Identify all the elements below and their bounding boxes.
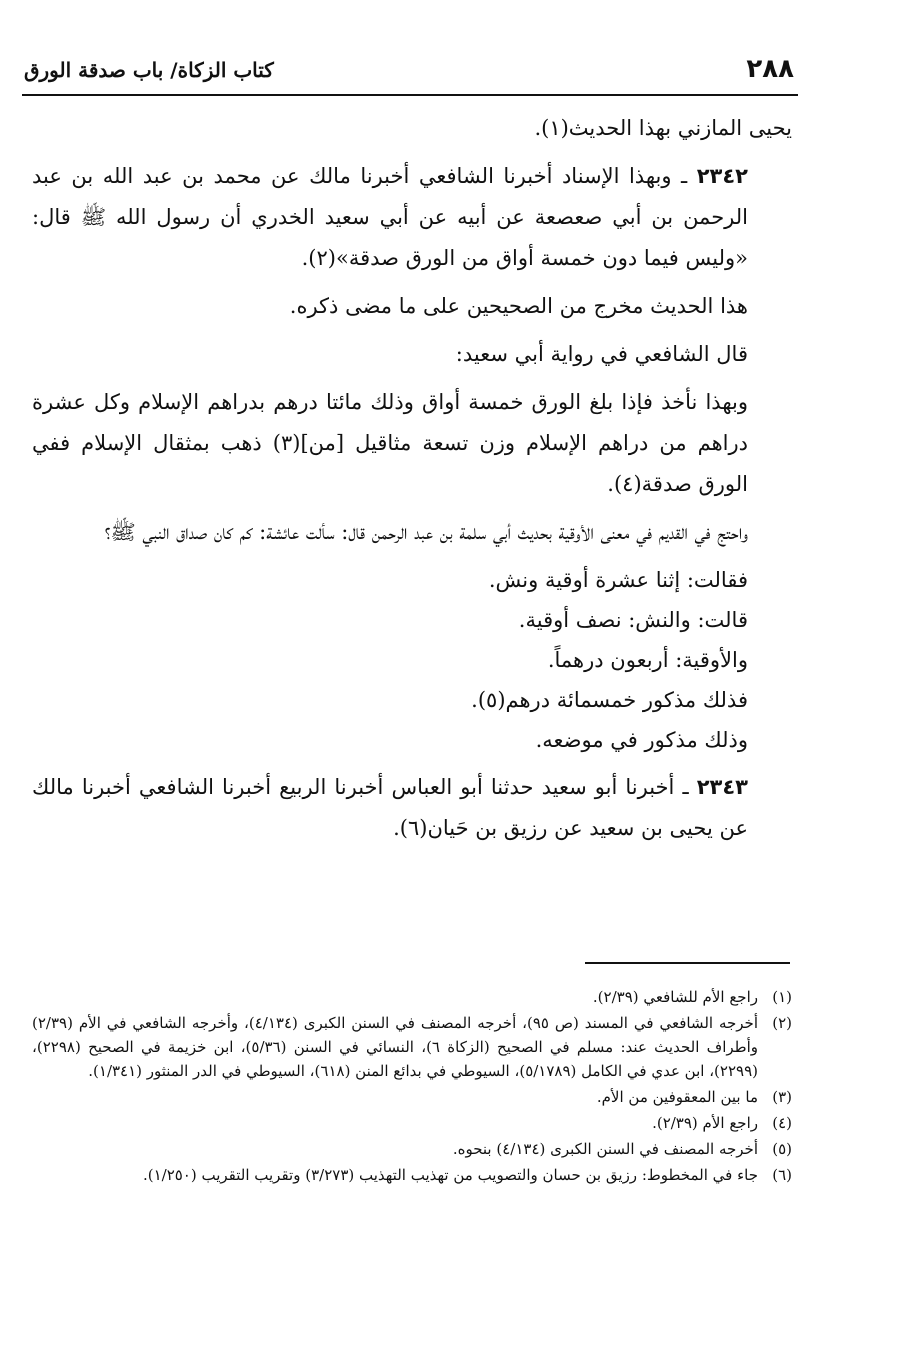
paragraph: هذا الحديث مخرج من الصحيحين على ما مضى ذكره. bbox=[289, 294, 748, 318]
paragraph: قال الشافعي في رواية أبي سعيد: bbox=[455, 342, 748, 366]
quoted-line: فقالت: إثنا عشرة أوقية ونش. bbox=[488, 568, 748, 592]
footnote-text: راجع الأم للشافعي (٢/٣٩). bbox=[592, 988, 758, 1006]
footnote-text: أخرجه المصنف في السنن الكبرى (٤/١٣٤) بنحوه. bbox=[452, 1140, 758, 1158]
hadith-text: ـ أخبرنا أبو سعيد حدثنا أبو العباس أخبرنا الربيع أخبرنا الشافعي أخبرنا مالك عن يحيى بن سعيد عن رزيق بن حَيان(٦). bbox=[32, 775, 748, 840]
quoted-line: قالت: والنش: نصف أوقية. bbox=[518, 608, 748, 632]
paragraph: يحيى المازني بهذا الحديث(١). bbox=[534, 116, 792, 140]
footnote bbox=[32, 1011, 792, 1083]
footnotes bbox=[32, 985, 792, 1189]
footnote bbox=[32, 1085, 792, 1109]
paragraph: واحتج في القديم في معنى الأوقية بحديث أبي سلمة بن عبد الرحمن قال: سألت عائشة: كم كان صداق النبي ﷺ؟ bbox=[104, 520, 748, 544]
quoted-line: وذلك مذكور في موضعه. bbox=[535, 728, 748, 752]
footnote-text: أخرجه الشافعي في المسند (ص ٩٥)، أخرجه المصنف في السنن الكبرى (٤/١٣٤)، وأخرجه الشافعي في الأم (٢/٣٩) وأطراف الحديث عند: مسلم في الصحيح (الزكاة ٦)، النسائي في السنن (٥/٣٦)، ابن خزيمة في الصحيح (٢٢٩٨)، (٢٢٩٩)، ابن عدي في الكامل (٥/١٧٨٩)، السيوطي في بدائع المنن (٦١٨)، السيوطي في الدر المنثور (١/٣٤١). bbox=[32, 1014, 758, 1080]
footnote-separator bbox=[585, 962, 790, 964]
footnote bbox=[32, 1163, 792, 1187]
hadith-paragraph bbox=[32, 156, 792, 279]
hadith-number: ٢٣٤٢ bbox=[696, 164, 748, 188]
quoted-line: فذلك مذكور خمسمائة درهم(٥). bbox=[471, 688, 748, 712]
header-rule bbox=[22, 94, 798, 96]
footnote-number: (٣) bbox=[772, 1088, 792, 1106]
quoted-lines bbox=[32, 560, 792, 760]
footnote-text: ما بين المعقوفين من الأم. bbox=[596, 1088, 758, 1106]
footnote-number: (٢) bbox=[772, 1014, 792, 1032]
footnote-number: (١) bbox=[772, 988, 792, 1006]
paragraph: وبهذا نأخذ فإذا بلغ الورق خمسة أواق وذلك مائتا درهم بدراهم الإسلام وكل عشرة دراهم من دراهم الإسلام وزن تسعة مثاقيل [من](٣) ذهب بمثقال الإسلام ففي الورق صدقة(٤). bbox=[32, 390, 748, 496]
footnote-number: (٦) bbox=[772, 1166, 792, 1184]
hadith-number: ٢٣٤٣ bbox=[696, 775, 748, 799]
page-header bbox=[22, 52, 798, 94]
footnote bbox=[32, 1137, 792, 1161]
page-number: ٢٨٨ bbox=[746, 54, 794, 84]
footnote-text: راجع الأم (٢/٣٩). bbox=[652, 1114, 758, 1132]
footnote-number: (٥) bbox=[772, 1140, 792, 1158]
footnote-text: جاء في المخطوط: رزيق بن حسان والتصويب من تهذيب التهذيب (٣/٢٧٣) وتقريب التقريب (١/٢٥٠). bbox=[142, 1166, 758, 1184]
quoted-line: والأوقية: أربعون درهماً. bbox=[547, 648, 748, 672]
hadith-paragraph bbox=[32, 767, 792, 849]
running-title: كتاب الزكاة/ باب صدقة الورق bbox=[24, 58, 274, 82]
hadith-text: ـ وبهذا الإسناد أخبرنا الشافعي أخبرنا مالك عن محمد بن عبد الله بن عبد الرحمن بن أبي صعصعة عن أبيه عن أبي سعيد الخدري أن رسول الله ﷺ قال: «وليس فيما دون خمسة أواق من الورق صدقة»(٢). bbox=[32, 164, 748, 270]
footnote-number: (٤) bbox=[772, 1114, 792, 1132]
footnote bbox=[32, 1111, 792, 1135]
footnote bbox=[32, 985, 792, 1009]
main-text bbox=[32, 108, 792, 856]
